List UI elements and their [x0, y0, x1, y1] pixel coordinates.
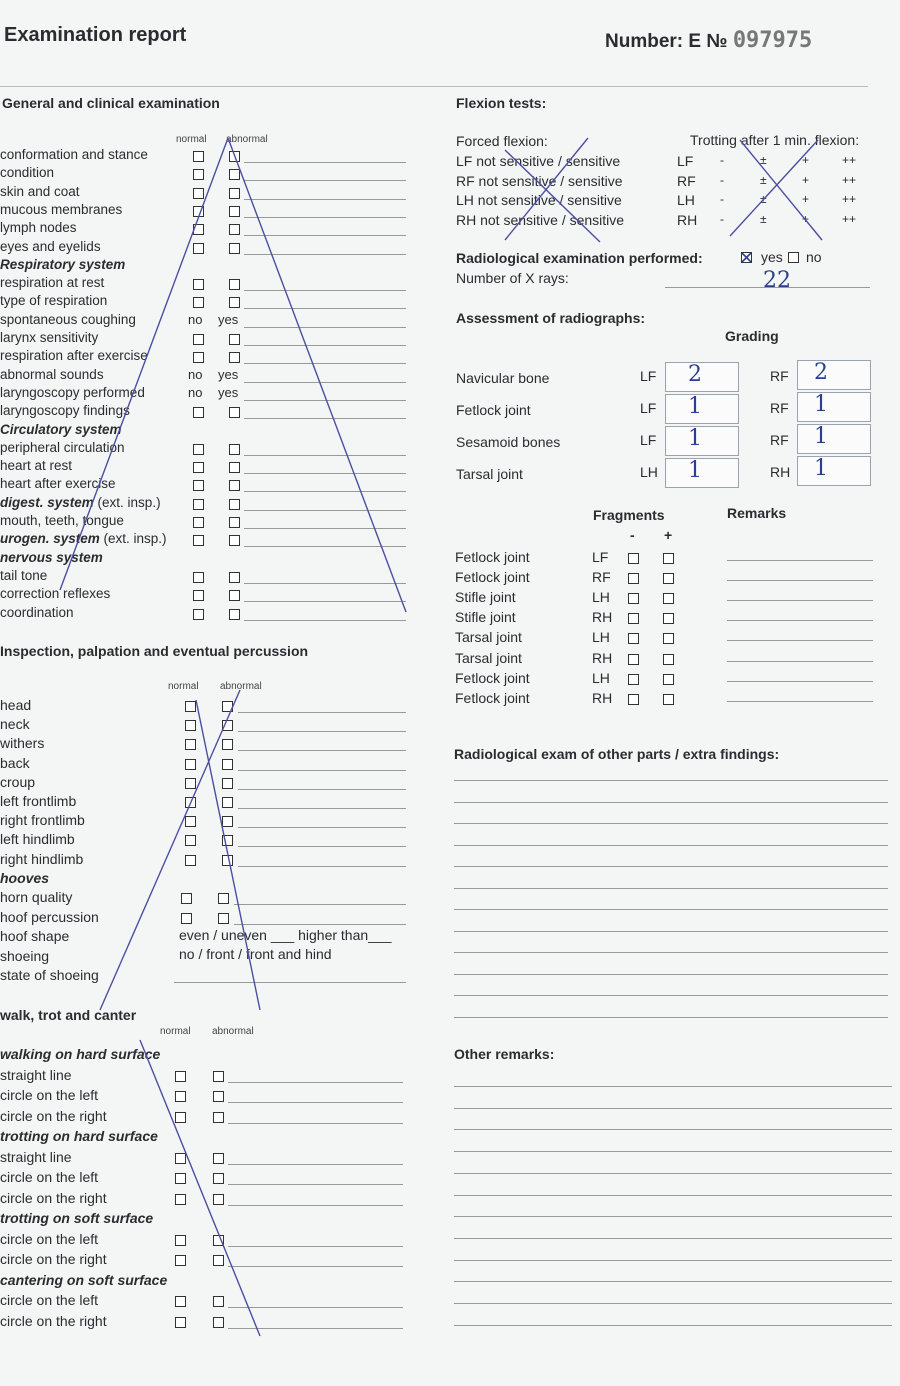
general-row-label: skin and coat — [0, 183, 80, 199]
inspection-row-label: right hindlimb — [0, 850, 84, 867]
flexion-row-label: RF not sensitive / sensitive — [456, 172, 623, 189]
grade-row-label: Sesamoid bones — [456, 434, 561, 450]
general-row-label: peripheral circulation — [0, 439, 125, 455]
general-row-suffix: (ext. insp.) — [97, 494, 161, 510]
gait-row-label: circle on the left — [0, 1087, 99, 1103]
gait-col-abnormal: abnormal — [212, 1026, 254, 1037]
inspection-row-label: back — [0, 754, 30, 771]
hoof-row-label: state of shoeing — [0, 967, 99, 983]
general-row-label: abnormal sounds — [0, 366, 104, 382]
flexion-scale-mark: - — [720, 211, 724, 226]
grade-left-leg: LF — [640, 368, 657, 384]
general-row-label: mouth, teeth, tongue — [0, 513, 124, 528]
grading-heading: Grading — [725, 328, 779, 344]
general-row-label: digest. system (ext. insp.) — [0, 494, 161, 510]
pen-stroke — [100, 690, 240, 1010]
general-row-label: respiration at rest — [0, 275, 105, 291]
pen-stroke — [505, 138, 588, 240]
grade-right-value: 2 — [814, 360, 828, 385]
general-row-label: urogen. system (ext. insp.) — [0, 531, 167, 547]
gait-heading: trotting on hard surface — [0, 1128, 158, 1144]
flexion-scale-mark: - — [720, 153, 724, 167]
inspection-col-abnormal: abnormal — [220, 681, 262, 692]
grade-left-leg: LH — [640, 464, 658, 480]
hoof-row-label: hoof shape — [0, 928, 70, 944]
other-parts-title: Radiological exam of other parts / extra findings: — [454, 746, 780, 762]
inspection-row-label: left frontlimb — [0, 793, 77, 809]
general-row-label: nervous system — [0, 549, 103, 565]
pen-stroke — [228, 138, 406, 612]
flexion-scale-mark: ++ — [842, 192, 857, 206]
flexion-leg-label: LH — [677, 192, 695, 208]
fragment-row-label: Tarsal joint — [455, 629, 522, 646]
trotting-label: Trotting after 1 min. flexion: — [690, 132, 860, 148]
fragments-heading: Fragments — [593, 507, 665, 523]
forced-flexion-label: Forced flexion: — [456, 133, 548, 149]
gait-heading: cantering on soft surface — [0, 1271, 168, 1288]
radiology-performed-label: Radiological examination performed: — [456, 250, 703, 266]
inspection-row-label: left hindlimb — [0, 831, 75, 848]
gait-row-label: circle on the left — [0, 1230, 99, 1247]
flexion-scale-mark: ++ — [842, 153, 857, 167]
general-row-label: spontaneous coughing — [0, 311, 136, 327]
grade-right-leg: RF — [770, 432, 789, 448]
inspection-row-label: neck — [0, 716, 30, 733]
general-row-label: eyes and eyelids — [0, 238, 101, 254]
general-row-label: coordination — [0, 604, 74, 620]
fragment-leg-label: RH — [592, 609, 613, 626]
report-title: Examination report — [4, 24, 187, 46]
general-row-label: mucous membranes — [0, 201, 123, 217]
pen-stroke — [730, 140, 818, 236]
shoeing-options-text: no / front / front and hind — [179, 946, 332, 962]
flexion-scale-mark: + — [802, 211, 810, 226]
general-row-label: lymph nodes — [0, 220, 77, 236]
xray-yes-label: yes — [761, 249, 783, 265]
gait-row-label: straight line — [0, 1148, 72, 1165]
grade-row-label: Navicular bone — [456, 370, 550, 386]
grade-left-value: 1 — [688, 458, 702, 483]
flexion-scale-mark: + — [802, 172, 810, 187]
other-remarks-title: Other remarks: — [454, 1046, 555, 1062]
general-row-label: respiration after exercise — [0, 348, 148, 364]
fragment-row-label: Fetlock joint — [455, 669, 530, 686]
xray-no-label: no — [806, 249, 822, 265]
general-row-label: heart at rest — [0, 458, 73, 474]
general-col-abnormal: abnormal — [226, 134, 268, 145]
fragment-leg-label: LF — [592, 549, 609, 565]
flexion-row-label: RH not sensitive / sensitive — [456, 211, 625, 228]
gait-row-label: circle on the right — [0, 1107, 107, 1124]
general-row-label: tail tone — [0, 567, 48, 583]
gait-heading: walking on hard surface — [0, 1046, 161, 1062]
grade-right-leg: RF — [770, 368, 789, 384]
fragment-row-label: Fetlock joint — [455, 689, 530, 706]
assessment-title: Assessment of radiographs: — [456, 310, 646, 326]
general-row-label: type of respiration — [0, 293, 108, 309]
general-no-label: no — [188, 384, 203, 400]
pen-stroke — [60, 138, 228, 590]
inspection-row-label: right frontlimb — [0, 812, 85, 829]
flexion-scale-mark: + — [802, 153, 810, 167]
flexion-scale-mark: ± — [760, 172, 767, 187]
remarks-heading: Remarks — [727, 505, 787, 521]
grade-left-value: 1 — [688, 394, 702, 419]
general-no-label: no — [188, 311, 203, 327]
general-row-label: Respiratory system — [0, 256, 126, 272]
fragment-leg-label: RF — [592, 569, 611, 586]
general-row-label: larynx sensitivity — [0, 330, 99, 345]
general-title: General and clinical examination — [2, 95, 220, 111]
flexion-scale-mark: + — [802, 192, 810, 206]
gait-heading: trotting on soft surface — [0, 1210, 154, 1226]
flexion-scale-mark: - — [720, 172, 724, 187]
gait-row-label: circle on the left — [0, 1292, 99, 1308]
flexion-scale-mark: ++ — [842, 172, 857, 187]
fragment-leg-label: RH — [592, 649, 613, 666]
flexion-row-label: LH not sensitive / sensitive — [456, 192, 622, 208]
flexion-leg-label: RH — [677, 211, 698, 228]
grade-right-value: 1 — [814, 456, 828, 481]
flexion-scale-mark: ± — [760, 153, 767, 167]
general-row-label: correction reflexes — [0, 586, 111, 602]
inspection-row-label: head — [0, 697, 32, 713]
grade-right-value: 1 — [814, 392, 828, 417]
inspection-row-label: croup — [0, 773, 36, 790]
flexion-scale-mark: ++ — [842, 211, 857, 226]
inspection-row-label: withers — [0, 735, 45, 752]
hooves-heading: hooves — [0, 870, 50, 886]
inspection-title: Inspection, palpation and eventual percussion — [0, 643, 309, 659]
gait-col-normal: normal — [160, 1026, 191, 1037]
general-row-label: conformation and stance — [0, 147, 148, 162]
hoof-row-label: hoof percussion — [0, 908, 99, 925]
flexion-scale-mark: - — [720, 192, 724, 206]
grade-row-label: Fetlock joint — [456, 402, 531, 418]
general-row-label: Circulatory system — [0, 421, 122, 437]
gait-title: walk, trot and canter — [0, 1007, 137, 1023]
general-col-normal: normal — [176, 134, 207, 145]
pen-stroke — [740, 140, 822, 240]
fragment-row-label: Tarsal joint — [455, 649, 522, 666]
flexion-scale-mark: ± — [760, 211, 767, 226]
number-label: Number: E № — [605, 31, 728, 52]
pen-stroke — [505, 150, 600, 242]
grade-left-leg: LF — [640, 400, 657, 416]
fragment-row-label: Stifle joint — [455, 589, 516, 606]
hoof-row-label: shoeing — [0, 947, 50, 964]
inspection-col-normal: normal — [168, 681, 199, 692]
flexion-leg-label: RF — [677, 172, 696, 189]
pen-stroke — [140, 1040, 260, 1336]
general-row-label: laryngoscopy performed — [0, 384, 145, 400]
fragment-leg-label: LH — [592, 629, 610, 646]
grade-row-label: Tarsal joint — [456, 466, 523, 482]
fragment-row-label: Fetlock joint — [455, 569, 530, 586]
flexion-scale-mark: ± — [760, 192, 767, 206]
general-row-label: laryngoscopy findings — [0, 403, 130, 419]
grade-left-leg: LF — [640, 432, 657, 448]
general-yes-label: yes — [218, 366, 239, 382]
fragments-minus: - — [630, 527, 635, 543]
general-yes-label: yes — [218, 311, 239, 327]
flexion-row-label: LF not sensitive / sensitive — [456, 153, 621, 169]
general-row-label: condition — [0, 165, 55, 181]
gait-row-label: circle on the right — [0, 1251, 107, 1267]
fragment-leg-label: RH — [592, 689, 613, 706]
general-yes-label: yes — [218, 384, 239, 400]
fragment-row-label: Fetlock joint — [455, 549, 530, 565]
general-no-label: no — [188, 366, 203, 382]
gait-row-label: circle on the right — [0, 1189, 107, 1206]
gait-row-label: straight line — [0, 1066, 72, 1083]
grade-right-leg: RH — [770, 464, 791, 480]
fragments-plus: + — [664, 527, 673, 543]
grade-left-value: 2 — [688, 362, 702, 387]
fragment-leg-label: LH — [592, 589, 610, 606]
flexion-title: Flexion tests: — [456, 95, 547, 111]
hoof-row-label: horn quality — [0, 889, 73, 905]
fragment-row-label: Stifle joint — [455, 609, 516, 626]
grade-right-leg: RF — [770, 400, 789, 416]
number-value: 097975 — [732, 28, 813, 53]
flexion-leg-label: LF — [677, 153, 694, 169]
general-row-suffix: (ext. insp.) — [103, 531, 167, 547]
general-row-label: heart after exercise — [0, 476, 116, 492]
gait-row-label: circle on the right — [0, 1312, 107, 1329]
xrays-count-label: Number of X rays: — [456, 270, 569, 286]
even-uneven-text: even / uneven ___ higher than___ — [179, 927, 392, 943]
xrays-count-value: 22 — [763, 268, 791, 293]
gait-row-label: circle on the left — [0, 1169, 99, 1185]
fragment-leg-label: LH — [592, 669, 610, 686]
grade-left-value: 1 — [688, 426, 702, 451]
grade-right-value: 1 — [814, 424, 828, 449]
pen-stroke — [196, 700, 260, 1010]
